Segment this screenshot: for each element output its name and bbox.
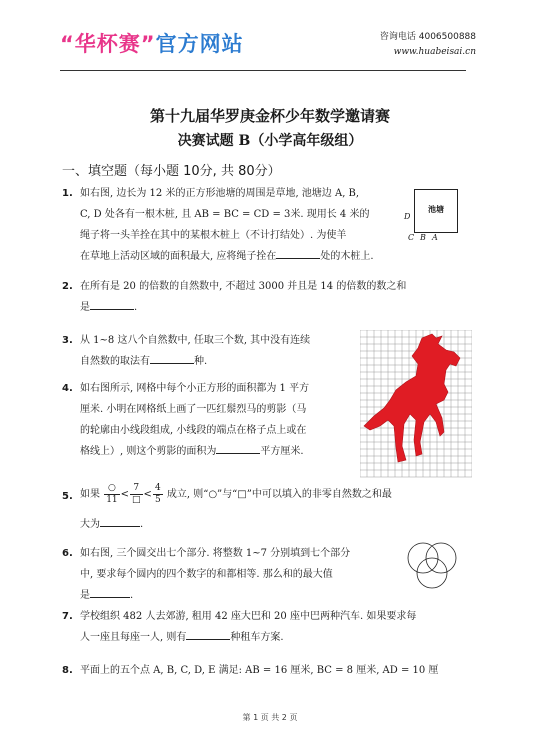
question-line: 大为 (80, 519, 100, 530)
answer-blank[interactable] (90, 297, 134, 310)
question-line: 在所有是 20 的倍数的自然数中, 不超过 3000 并且是 14 的倍数的数之和 (80, 281, 407, 292)
question-tail: . (130, 590, 134, 601)
fraction-numerator: ○ (104, 483, 119, 495)
fraction-circle-over-11 (104, 483, 119, 506)
fraction-denominator: □ (132, 495, 141, 505)
page-header (0, 0, 540, 70)
point-label-d: D (404, 212, 411, 221)
site-logo[interactable] (60, 28, 244, 58)
answer-blank[interactable] (90, 585, 130, 598)
question-line: 如右图, 三个圆交出七个部分. 将整数 1~7 分别填到七个部分 (80, 548, 351, 559)
question-line: 人一座且每座一人, 则有 (80, 632, 187, 643)
question-tail: 种. (194, 356, 208, 367)
question-line: 学校组织 482 人去郊游, 租用 42 座大巴和 20 座中巴两种汽车. 如果要求每 (80, 611, 417, 622)
question-line: 成立, 则“○”与“□”中可以填入的非零自然数之和最 (166, 489, 392, 500)
answer-blank[interactable] (216, 441, 260, 454)
question-number: 5. (62, 491, 73, 502)
contact-info (380, 30, 476, 60)
question-line: 是 (80, 302, 90, 313)
question-6 (62, 543, 390, 606)
fraction-numerator: 4 (154, 483, 161, 493)
contact-phone: 咨询电话 4006500888 (379, 32, 476, 42)
header-divider (60, 70, 466, 71)
logo-text-official-site: 官方网站 (155, 32, 244, 56)
fraction-numerator: 7 (130, 483, 143, 495)
question-number: 3. (62, 335, 73, 346)
point-label-a: A (432, 233, 438, 242)
question-line: 平面上的五个点 A, B, C, D, E 满足: AB = 16 厘米, BC = 8 厘米, AD = 10 厘 (80, 665, 439, 676)
question-3 (62, 330, 350, 372)
question-line: 在草地上活动区域的面积最大, 应将绳子拴在 (80, 251, 277, 262)
question-line: 是 (80, 590, 90, 601)
question-number: 8. (62, 665, 73, 676)
question-line: 如右图, 边长为 12 米的正方形池塘的周围是草地, 池塘边 A, B, (80, 188, 360, 199)
question-line: 从 1~8 这八个自然数中, 任取三个数, 其中没有连续 (80, 335, 311, 346)
question-4 (62, 378, 352, 462)
horse-silhouette (364, 334, 460, 462)
question-1 (62, 183, 400, 267)
question-line: 的轮廓由小线段组成, 小线段的端点在格子点上或在 (80, 425, 307, 436)
point-label-c: C (408, 233, 415, 242)
question-line: 如右图所示, 网格中每个小正方形的面积都为 1 平方 (80, 383, 310, 394)
question-number: 1. (62, 188, 73, 199)
answer-blank[interactable] (276, 246, 320, 259)
question-5: 5. 如果 $\frac{○}{11}$ < $\frac{7}{□}$ < $\frac{4}{5}$ 成立, 则“○”与“□”中可以填入的非零自然数之和最 大为 . (62, 483, 392, 530)
answer-blank[interactable] (186, 627, 230, 640)
question-tail: . (140, 519, 144, 530)
fraction-denominator: 11 (106, 495, 118, 505)
question-number: 4. (62, 383, 73, 394)
section-heading-fill-in: 一、填空题（每小题 10分, 共 80分） (62, 164, 281, 179)
three-circles-venn-figure (405, 540, 459, 592)
fraction-7-over-square (130, 483, 143, 506)
page-footer: 第 1 页 共 2 页 (242, 713, 298, 722)
question-line: 厘米. 小明在网格纸上画了一匹红鬃烈马的剪影（马 (80, 404, 307, 415)
question-2 (62, 276, 470, 318)
question-prefix: 如果 (80, 489, 100, 500)
exam-title: 第十九届华罗庚金杯少年数学邀请赛 (149, 107, 390, 125)
answer-blank[interactable] (150, 351, 194, 364)
question-tail: 种租车方案. (230, 632, 284, 643)
question-line: 绳子将一头羊拴在其中的某根木桩上（不计打结处）. 为使羊 (80, 230, 347, 241)
exam-subtitle: 决赛试题 B（小学高年级组） (177, 133, 363, 149)
pond-label: 池塘 (428, 204, 444, 214)
question-line: 中, 要求每个圆内的四个数字的和都相等. 那么和的最大值 (80, 569, 333, 580)
answer-blank[interactable] (100, 514, 140, 527)
website-link[interactable]: www.huabeisai.cn (393, 47, 476, 57)
logo-text-huabeisai: “华杯赛” (60, 32, 156, 56)
point-label-b: B (420, 233, 426, 242)
question-tail: . (134, 302, 138, 313)
question-line: C, D 处各有一根木桩, 且 AB = BC = CD = 3米. 现用长 4 米的 (80, 209, 370, 220)
question-tail: 处的木桩上. (320, 251, 374, 262)
question-8 (62, 660, 480, 681)
question-line: 自然数的取法有 (80, 356, 150, 367)
question-tail: 平方厘米. (260, 446, 304, 457)
question-7 (62, 606, 470, 648)
fraction-4-over-5 (153, 483, 163, 506)
question-number: 6. (62, 548, 73, 559)
pond-square-figure (414, 189, 458, 233)
question-number: 7. (62, 611, 73, 622)
horse-grid-figure (360, 330, 472, 480)
fraction-denominator: 5 (154, 495, 161, 505)
question-number: 2. (62, 281, 73, 292)
question-line: 格线上）, 则这个剪影的面积为 (80, 446, 217, 457)
